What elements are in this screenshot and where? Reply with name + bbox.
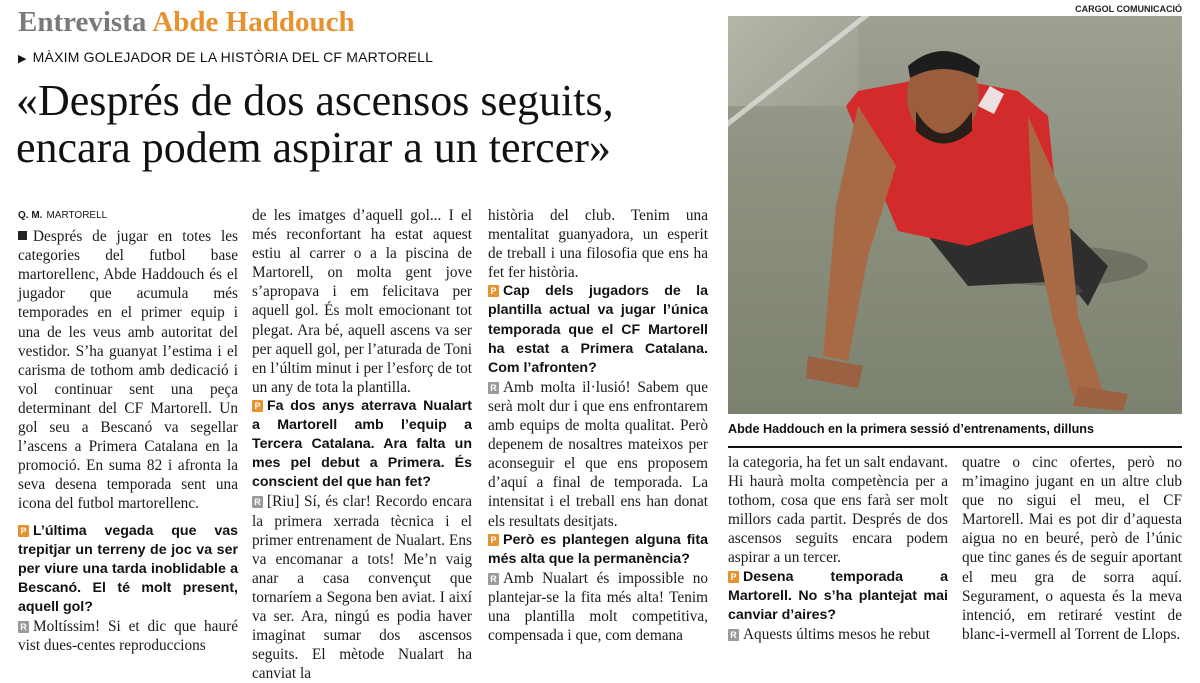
answer-5: R Aquests últims mesos he rebut (728, 625, 948, 644)
article-column-5 (962, 453, 1182, 644)
question-2: P Fa dos anys aterrava Nualart a Martorell amb l’equip a Tercera Catalana. Ara falta un mes pel debut a Primera. És conscient del que han fet? (252, 397, 472, 491)
question-5: P Desena temporada a Martorell. No s’ha plantejat mai canviar d’aires? (728, 568, 948, 623)
article-column-4 (728, 453, 948, 644)
photo-credit: CARGOL COMUNICACIÓ (1075, 4, 1182, 14)
answer-3: R Amb molta il·lusió! Sabem que serà molt dur i que ens enfrontarem amb equips de molta qualitat. Però depenem de nosaltres mateixos per aconseguir el que ens proposem d’aquí a final de temporada. La intensitat i el treball ens han donat els resultats desitjats. (488, 378, 708, 530)
section-kicker (18, 6, 355, 39)
answer-mark-icon: R (488, 382, 499, 394)
question-3: P Cap dels jugadors de la plantilla actual va jugar l’única temporada que el CF Martorell ha estat a Primera Catalana. Com l’afronten? (488, 283, 708, 376)
answer-2-continued: història del club. Tenim una mentalitat guanyadora, un esperit de treball i una filosofia que ens ha fet fer història. (488, 207, 708, 282)
question-4: P Però es plantegen alguna fita més alta que la permanència? (488, 531, 708, 567)
photo-caption: Abde Haddouch en la primera sessió d’entrenaments, dilluns (728, 422, 1095, 436)
caption-divider (728, 446, 1182, 448)
headline-line-2: encara podem aspirar a un tercer» (16, 123, 611, 172)
answer-mark-icon: R (728, 629, 739, 641)
player-photo (728, 16, 1182, 414)
article-column-3 (488, 206, 708, 645)
play-arrow-icon: ▶ (18, 53, 27, 65)
answer-4: R Amb Nualart és impossible no plantejar-se la fita més alta! Tenim una plantilla molt competitiva, compensada i que, com demana (488, 569, 708, 645)
answer-mark-icon: R (488, 573, 499, 585)
intro-paragraph: Després de jugar en totes les categories del futbol base martorellenc, Abde Haddouch és el jugador que acumula més temporades en el primer equip i una de les veus amb autoritat del vestidor. S’ha guanyat l’estima i el carisma de tothom amb dedicació i vol continuar sent una peça determinant del CF Martorell. Un gol seu a Bescanó va segellar l’ascens a Primera Catalana en la promoció. En suma 82 i afronta la seva desena temporada sent una icona del futbol martorellenc. (18, 228, 238, 513)
answer-4-continued: la categoria, ha fet un salt endavant. Hi haurà molta competència per a tothom, cosa que ens farà ser molt millors cada partit. Després de dos ascensos seguits encara podem aspirar a un tercer. (728, 454, 949, 567)
kicker-label: Entrevista (18, 6, 147, 38)
headline-line-1: «Després de dos ascensos seguits, (16, 76, 614, 125)
answer-1: R Moltíssim! Si et dic que hauré vist dues-centes reproduccions (18, 617, 238, 655)
answer-mark-icon: R (252, 496, 263, 508)
byline (18, 206, 238, 225)
question-mark-icon: P (252, 400, 263, 412)
answer-1-continued: de les imatges d’aquell gol... I el més reconfortant ha estat aquest estiu al carrer o a la piscina de Martorell, on molta gent jove s’apropava i em felicitava per aquell gol. És molt emocionant tot plegat. Ara bé, aquell ascens va ser per aquell gol, per l’aturada de Toni en l’últim minut i per l’esforç de tot un any de tota la plantilla. (252, 207, 472, 396)
question-mark-icon: P (488, 285, 499, 297)
byline-location: MARTORELL (46, 210, 108, 221)
square-bullet-icon (18, 231, 27, 240)
question-1: P L’última vegada que vas trepitjar un terreny de joc va ser per viure una tarda inoblidable a Bescanó. El té molt present, aquell gol? (18, 522, 238, 615)
article-column-1 (18, 206, 238, 655)
answer-mark-icon: R (18, 621, 29, 633)
answer-2: R [Riu] Sí, és clar! Recordo encara la primera xerrada tècnica i el primer entrenament de Nualart. Ens va encomanar a tots! Me’n vaig anar a casa convençut que tornaríem a Segona ben aviat. I així va ser. Ara, ningú es podia haver imaginat sumar dos ascensos seguits. El mètode Nualart ha canviat la (252, 493, 472, 683)
byline-author: Q. M. (18, 210, 43, 221)
question-mark-icon: P (18, 525, 29, 537)
question-mark-icon: P (728, 571, 739, 583)
headline (16, 77, 716, 171)
player-figure (728, 16, 1182, 414)
answer-5-continued: quatre o cinc ofertes, però no m’imagino jugant en un altre club que no sigui el meu, el CF Martorell. Mai es pot dir d’aquesta aigua no en beuré, però de l’únic que tinc ganes és de seguir aportant el meu gra de sorra aquí. Segurament, o aquesta és la meva intenció, em retiraré vestint de blanc-i-vermell al Torrent de Llops. (962, 454, 1182, 643)
article-column-2 (252, 206, 472, 683)
subheadline-text: MÀXIM GOLEJADOR DE LA HISTÒRIA DEL CF MARTORELL (32, 49, 434, 65)
kicker-name: Abde Haddouch (152, 6, 355, 38)
question-mark-icon: P (488, 534, 499, 546)
subheadline (18, 49, 433, 65)
